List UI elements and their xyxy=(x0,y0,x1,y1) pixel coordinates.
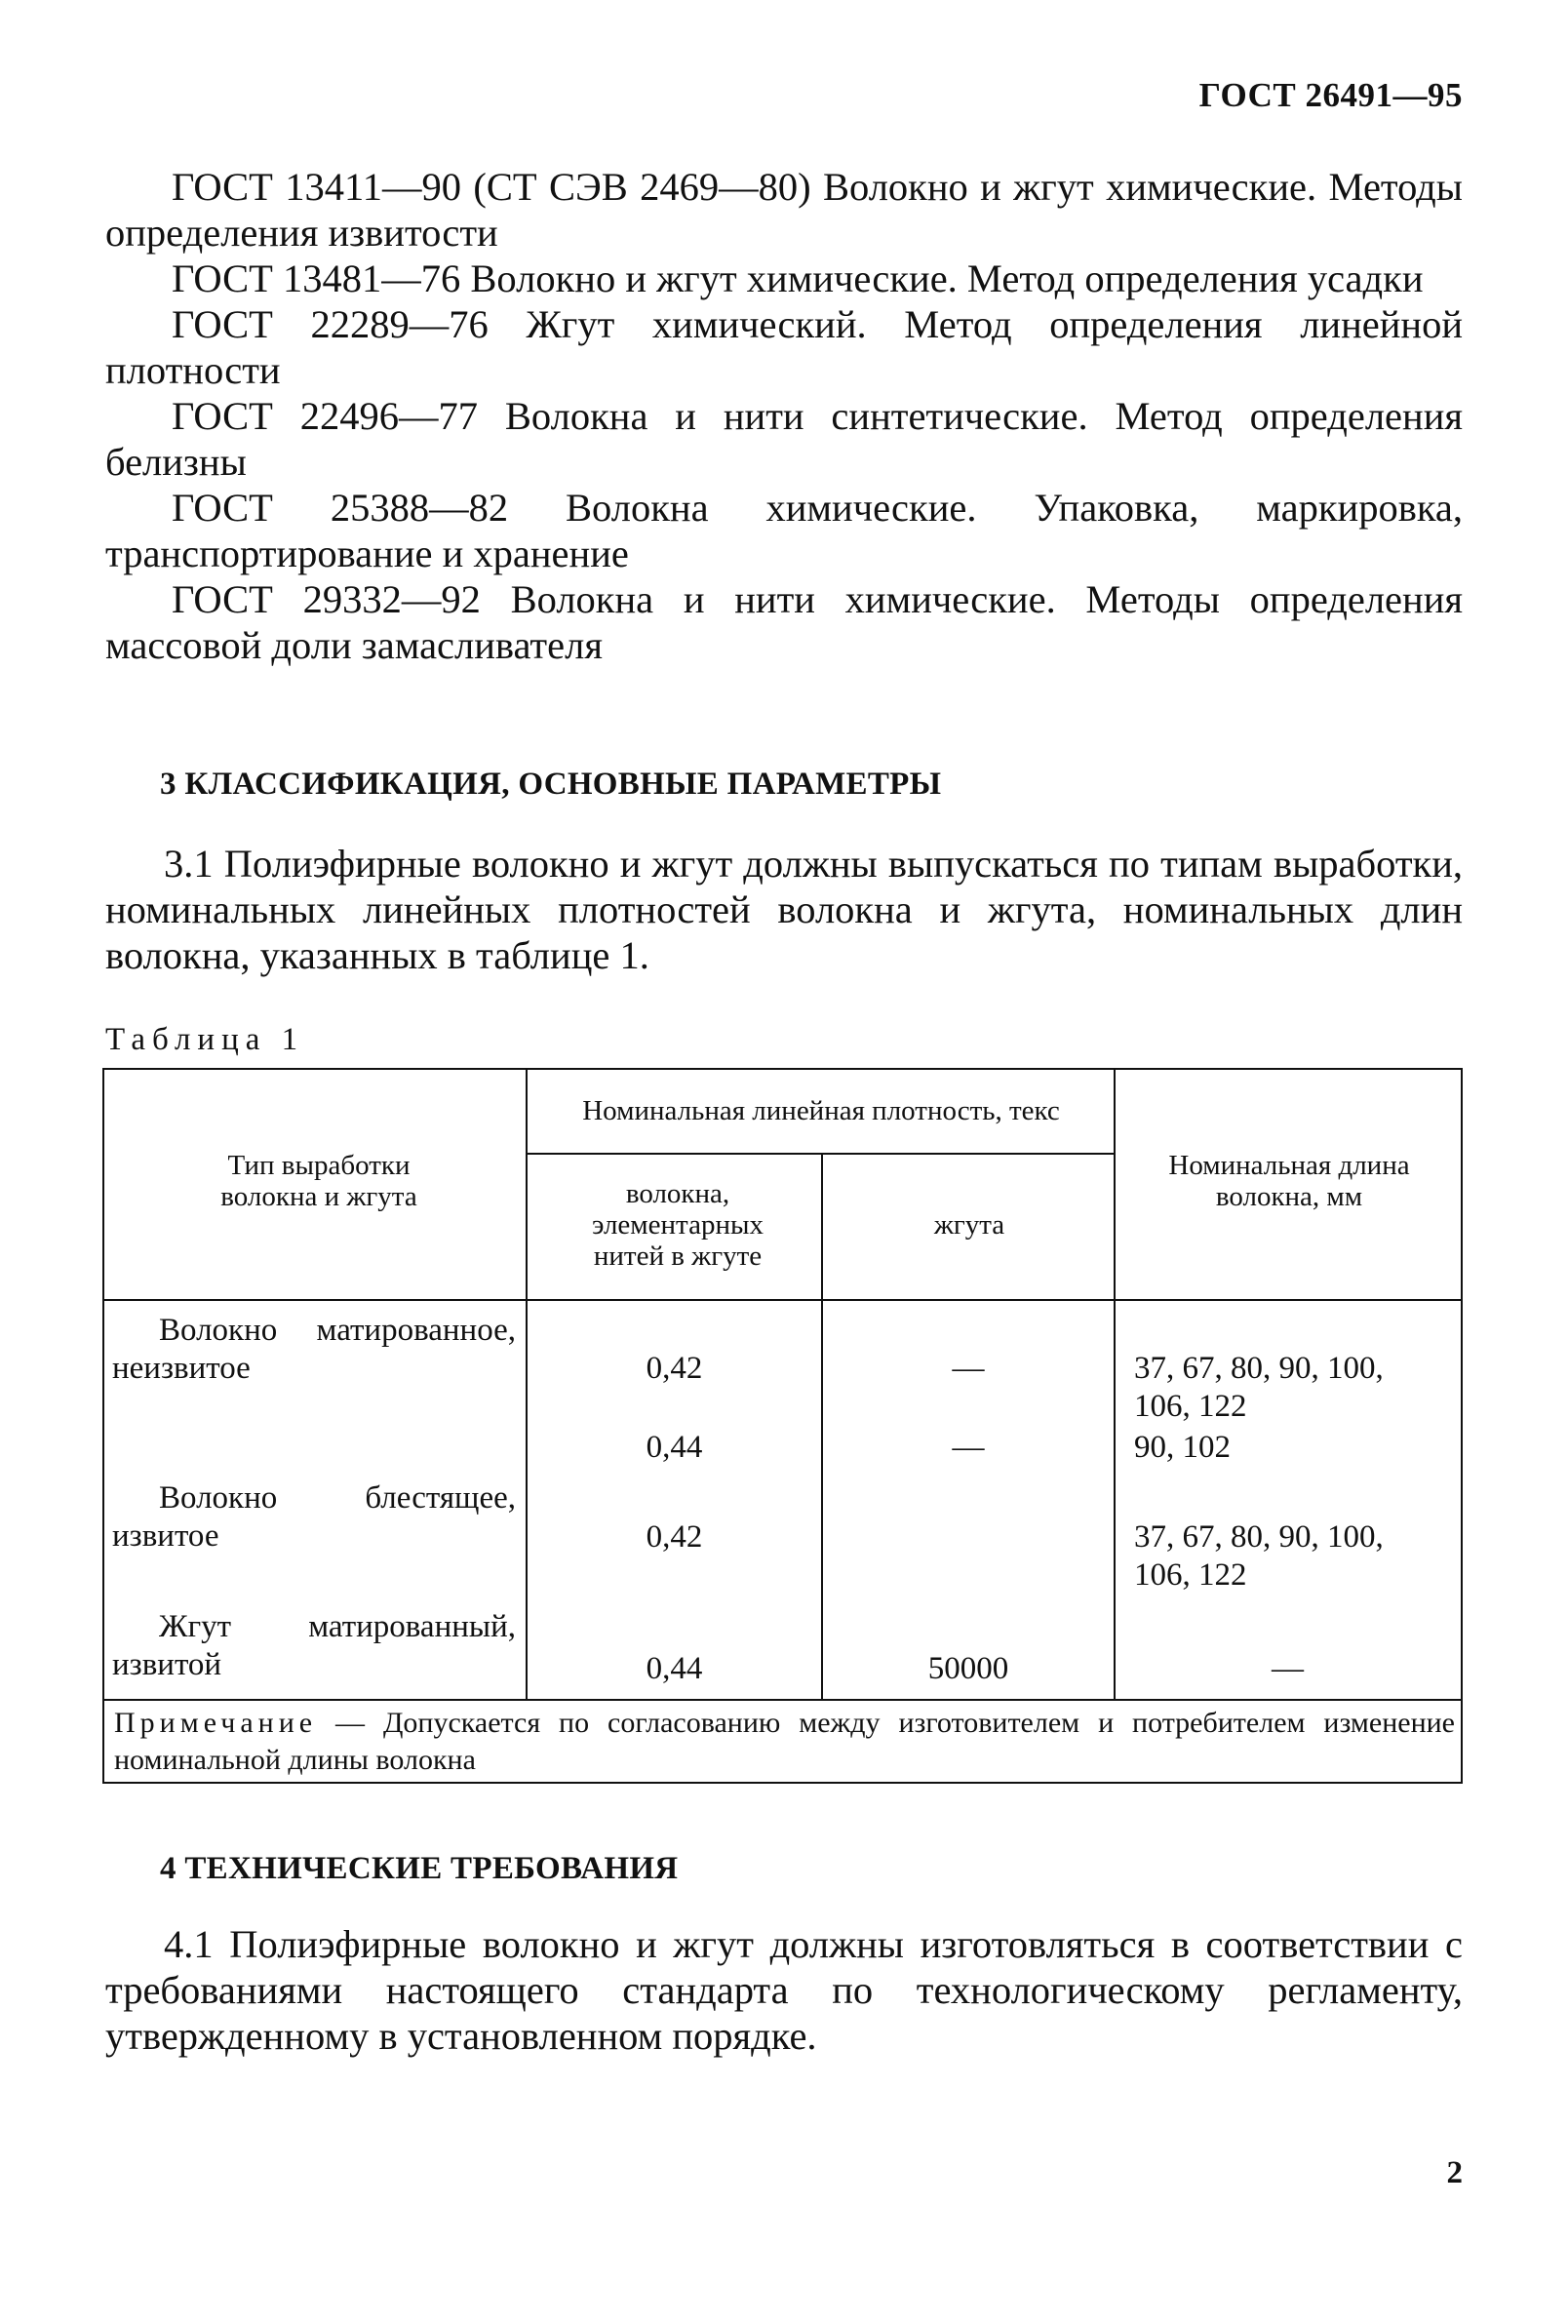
table-cell-length: 37, 67, 80, 90, 100, 106, 122 xyxy=(1134,1351,1384,1424)
reference-text: Волокна и нити химические. Методы определения массовой доли замасливателя xyxy=(105,577,1464,667)
table-note xyxy=(104,1701,1465,1779)
reference-item xyxy=(105,164,1463,256)
table-cell-fiber: 0,44 xyxy=(646,1651,703,1686)
reference-item xyxy=(105,301,1463,393)
paragraph-4-1: 4.1 Полиэфирные волокно и жгут должны изготовляться в соответствии с требованиями настоящего стандарта по технологическому регламенту, утвержденному в установленном порядке. xyxy=(105,1922,1463,2058)
reference-code: ГОСТ 25388—82 xyxy=(172,486,509,530)
table-cell-tow: — xyxy=(952,1351,985,1386)
table-cell-tow: — xyxy=(952,1430,985,1465)
table-cell-fiber: 0,42 xyxy=(646,1519,703,1555)
reference-text: Волокно и жгут химические. Метод определения усадки xyxy=(470,256,1424,300)
table-1 xyxy=(102,1068,1463,1784)
reference-item xyxy=(105,485,1463,576)
table-cell-type: Жгут матированный, извитой xyxy=(112,1609,516,1682)
section-3-title: 3 КЛАССИФИКАЦИЯ, ОСНОВНЫЕ ПАРАМЕТРЫ xyxy=(160,767,942,802)
normative-references xyxy=(105,164,1463,668)
reference-text: Волокна химические. Упаковка, маркировка, транспортирование и хранение xyxy=(105,486,1463,575)
table-cell-fiber: 0,42 xyxy=(646,1351,703,1386)
table-cell-length: 37, 67, 80, 90, 100, 106, 122 xyxy=(1134,1519,1384,1593)
table-grid-line xyxy=(104,1299,1461,1301)
reference-text: (СТ СЭВ 2469—80) Волокно и жгут химические. Методы определения извитости xyxy=(105,165,1463,255)
header-density-group: Номинальная линейная плотность, текс xyxy=(582,1095,1060,1126)
standard-header: ГОСТ 26491—95 xyxy=(1198,76,1463,114)
reference-code: ГОСТ 22496—77 xyxy=(172,394,479,438)
header-length: Номинальная длина волокна, мм xyxy=(1168,1150,1410,1212)
note-text: — Допускается по согласованию между изготовителем и потребителем изменение номинальной длины волокна xyxy=(114,1707,1455,1776)
section-4-title: 4 ТЕХНИЧЕСКИЕ ТРЕБОВАНИЯ xyxy=(160,1851,679,1886)
table-grid-line xyxy=(526,1153,1116,1155)
reference-text: Волокна и нити синтетические. Метод определения белизны xyxy=(105,394,1463,484)
table-cell-type: Волокно матированное, неизвитое xyxy=(112,1313,516,1386)
table-grid-line xyxy=(1114,1070,1116,1299)
header-density-fiber: волокна, элементарных нитей в жгуте xyxy=(592,1178,764,1272)
reference-item xyxy=(105,256,1463,301)
table-grid-line xyxy=(821,1153,823,1299)
table-caption: Таблица 1 xyxy=(105,1022,305,1057)
reference-code: ГОСТ 13411—90 xyxy=(172,165,462,209)
table-cell-length: — xyxy=(1272,1651,1304,1686)
paragraph-3-1: 3.1 Полиэфирные волокно и жгут должны выпускаться по типам выработки, номинальных линейных плотностей волокна и жгута, номинальных длин волокна, указанных в таблице 1. xyxy=(105,842,1463,977)
table-cell-tow: 50000 xyxy=(927,1651,1009,1686)
header-density-tow: жгута xyxy=(933,1209,1005,1241)
table-grid-line xyxy=(526,1070,528,1299)
note-label: Примечание xyxy=(114,1707,318,1739)
table-cell-fiber: 0,44 xyxy=(646,1430,703,1465)
reference-item xyxy=(105,576,1463,668)
page-number: 2 xyxy=(1446,2155,1463,2190)
reference-code: ГОСТ 22289—76 xyxy=(172,302,489,346)
table-cell-length: 90, 102 xyxy=(1134,1430,1231,1465)
reference-text: Жгут химический. Метод определения линейной плотности xyxy=(105,302,1464,392)
table-cell-type: Волокно блестящее, извитое xyxy=(112,1480,516,1554)
reference-item xyxy=(105,393,1463,485)
header-type: Тип выработки волокна и жгута xyxy=(220,1150,417,1212)
reference-code: ГОСТ 13481—76 xyxy=(172,256,461,300)
reference-code: ГОСТ 29332—92 xyxy=(172,577,481,621)
table-grid-line xyxy=(1114,1299,1116,1701)
